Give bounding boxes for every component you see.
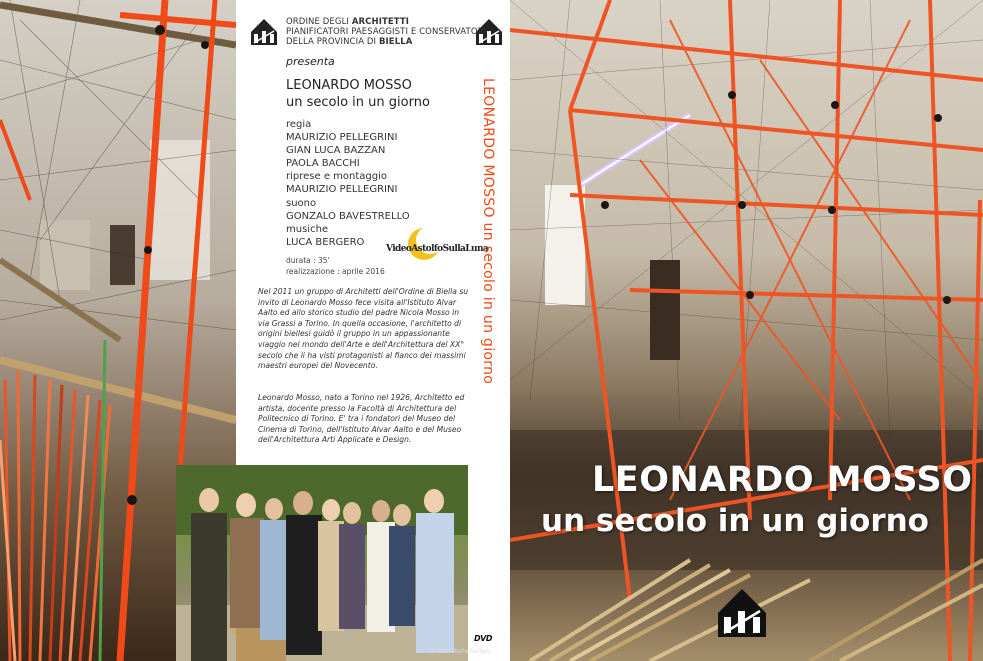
org-line1: ORDINE DEGLI <box>286 17 352 27</box>
cover-subtitle: un secolo in un giorno <box>541 503 929 539</box>
film-title: LEONARDO MOSSO <box>286 78 412 93</box>
dvd-logo: DVD <box>474 634 492 643</box>
installation-photo-right <box>510 0 983 661</box>
org-line2: PIANIFICATORI PAESAGGISTI E CONSERVATORI <box>286 27 487 37</box>
front-cover <box>510 0 983 661</box>
order-logo-icon <box>716 587 768 639</box>
description-paragraph: Nel 2011 un gruppo di Architetti dell'Ordine di Biella su invito di Leonardo Mosso fece visita all'Istituto Alvar Aalto ed allo storico studio del padre Nicola Mosso in via Grassi a Torino. In quella occasione, l'architetto di origini biellesi guidò il gruppo in un appassionante viaggio nel mondo dell'Arte e dell'Architettura del XX° secolo che li ha visti protagonisti al fianco dei massimi maestri europei del Novecento. <box>258 287 469 371</box>
credit-line: riprese e montaggio <box>286 171 387 183</box>
group-photo <box>176 465 468 661</box>
credit-line: regia <box>286 119 312 130</box>
presenta-label: presenta <box>286 55 335 68</box>
production-date: realizzazione : aprile 2016 <box>286 267 385 276</box>
organization-name <box>286 17 486 47</box>
film-meta <box>286 255 385 277</box>
org-line1-bold: ARCHITETTI <box>351 17 410 27</box>
spine-title <box>482 78 496 418</box>
producer-logo: VideoAstolfoSullaLuna <box>386 244 489 254</box>
credit-line: musiche <box>286 223 329 235</box>
credit-line: GIAN LUCA BAZZAN <box>286 145 386 157</box>
org-line3-bold: BIELLA <box>378 37 413 47</box>
credit-line: MAURIZIO PELLEGRINI <box>286 184 398 196</box>
credit-line: PAOLA BACCHI <box>286 158 360 170</box>
cover-title: LEONARDO MOSSO <box>592 460 973 500</box>
org-line3: DELLA PROVINCIA DI <box>286 37 379 47</box>
credit-line: MAURIZIO PELLEGRINI <box>286 132 398 144</box>
credit-line: LUCA BERGERO <box>286 236 365 248</box>
credit-line: suono <box>286 197 317 209</box>
group-photo-image <box>176 465 468 661</box>
film-subtitle: un secolo in un giorno <box>286 95 430 110</box>
producer-logo-moon-icon <box>384 224 464 262</box>
biography-paragraph: Leonardo Mosso, nato a Torino nel 1926, Architetto ed artista, docente presso la Facoltà di Architettura del Politecnico di Torino. E' tra i fondatori del Museo del Cinema di Torino, dell'Istituto Alvar Aalto e del Museo dell'Architettura Arti Applicate e Design. <box>258 393 465 445</box>
credit-line: GONZALO BAVESTRELLO <box>286 210 410 222</box>
duration: durata : 35' <box>286 256 330 265</box>
order-logo-icon <box>250 18 278 46</box>
photo-credit: © foto Mario Sellaro <box>430 648 491 655</box>
spine-title-text: LEONARDO MOSSO un secolo in un giorno <box>480 78 496 385</box>
